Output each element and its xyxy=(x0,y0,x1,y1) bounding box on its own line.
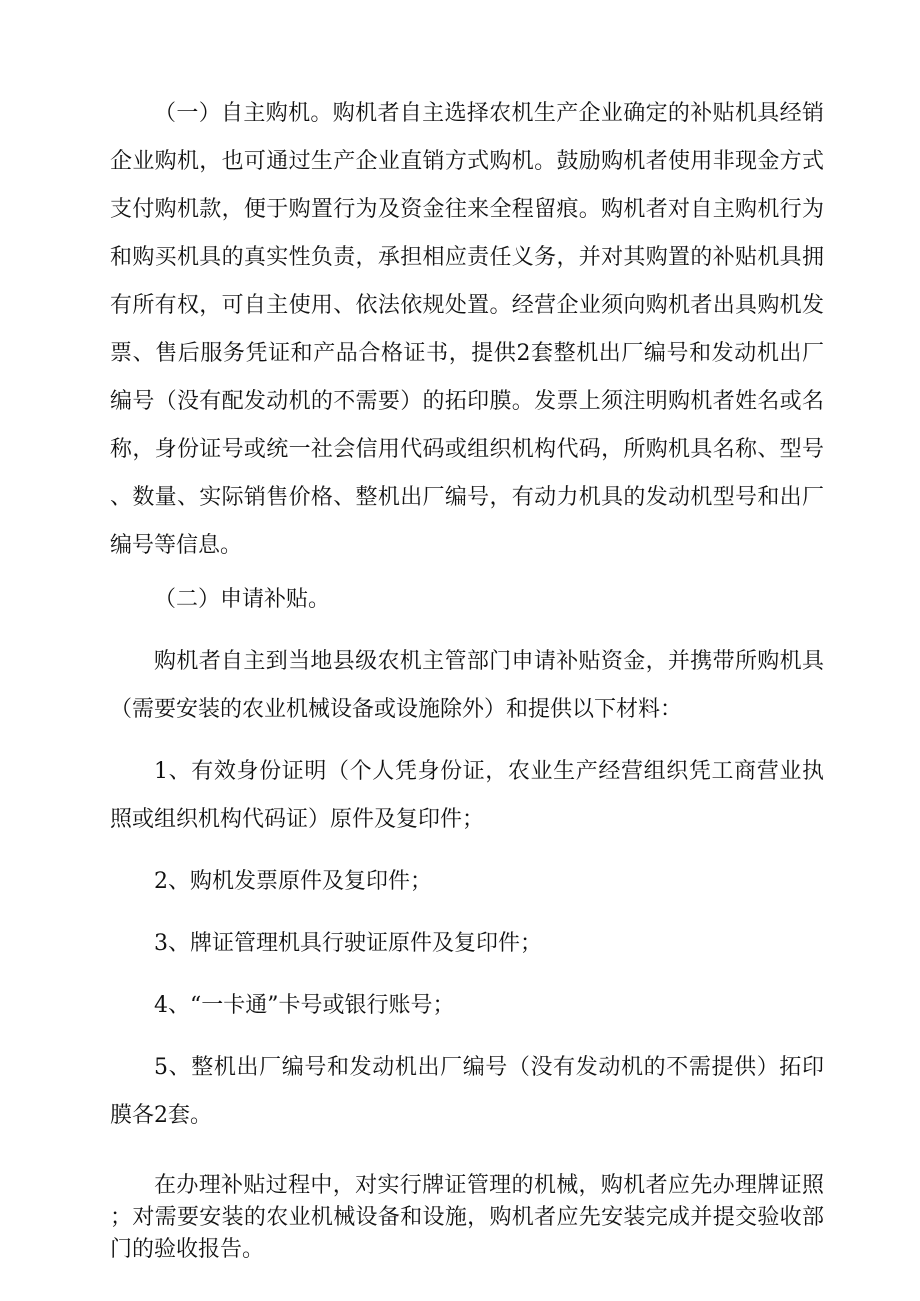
list-item-license: 3、牌证管理机具行驶证原件及复印件； xyxy=(154,931,542,956)
document-page xyxy=(110,90,824,1266)
paragraph-apply-intro: 购机者自主到当地县级农机主管部门申请补贴资金，并携带所购机具（需要安装的农业机械设备或设施除外）和提供以下材料： xyxy=(110,649,824,722)
paragraph-process-notes: 在办理补贴过程中，对实行牌证管理的机械，购机者应先办理牌证照；对需要安装的农业机械设备和设施，购机者应先安装完成并提交验收部门的验收报告。 xyxy=(110,1173,824,1262)
list-item-id-proof: 1、有效身份证明（个人凭身份证，农业生产经营组织凭工商营业执照或组织机构代码证）原件及复印件； xyxy=(110,759,824,832)
list-item-bank-account: 4、“一卡通”卡号或银行账号； xyxy=(154,993,455,1018)
list-item-invoice: 2、购机发票原件及复印件； xyxy=(154,869,432,894)
paragraph-self-purchase: （一）自主购机。购机者自主选择农机生产企业确定的补贴机具经销企业购机，也可通过生产企业直销方式购机。鼓励购机者使用非现金方式支付购机款，便于购置行为及资金往来全程留痕。购机者对自主购机行为和购买机具的真实性负责，承担相应责任义务，并对其购置的补贴机具拥有所有权，可自主使用、依法依规处置。经营企业须向购机者出具购机发票、售后服务凭证和产品合格证书，提供2套整机出厂编号和发动机出厂编号（没有配发动机的不需要）的拓印膜。发票上须注明购机者姓名或名称，身份证号或统一社会信用代码或组织机构代码，所购机具名称、型号、数量、实际销售价格、整机出厂编号，有动力机具的发动机型号和出厂编号等信息。 xyxy=(110,101,824,558)
paragraph-apply-subsidy-heading: （二）申请补贴。 xyxy=(154,587,331,612)
list-item-rubbing-film: 5、整机出厂编号和发动机出厂编号（没有发动机的不需提供）拓印膜各2套。 xyxy=(110,1055,824,1128)
